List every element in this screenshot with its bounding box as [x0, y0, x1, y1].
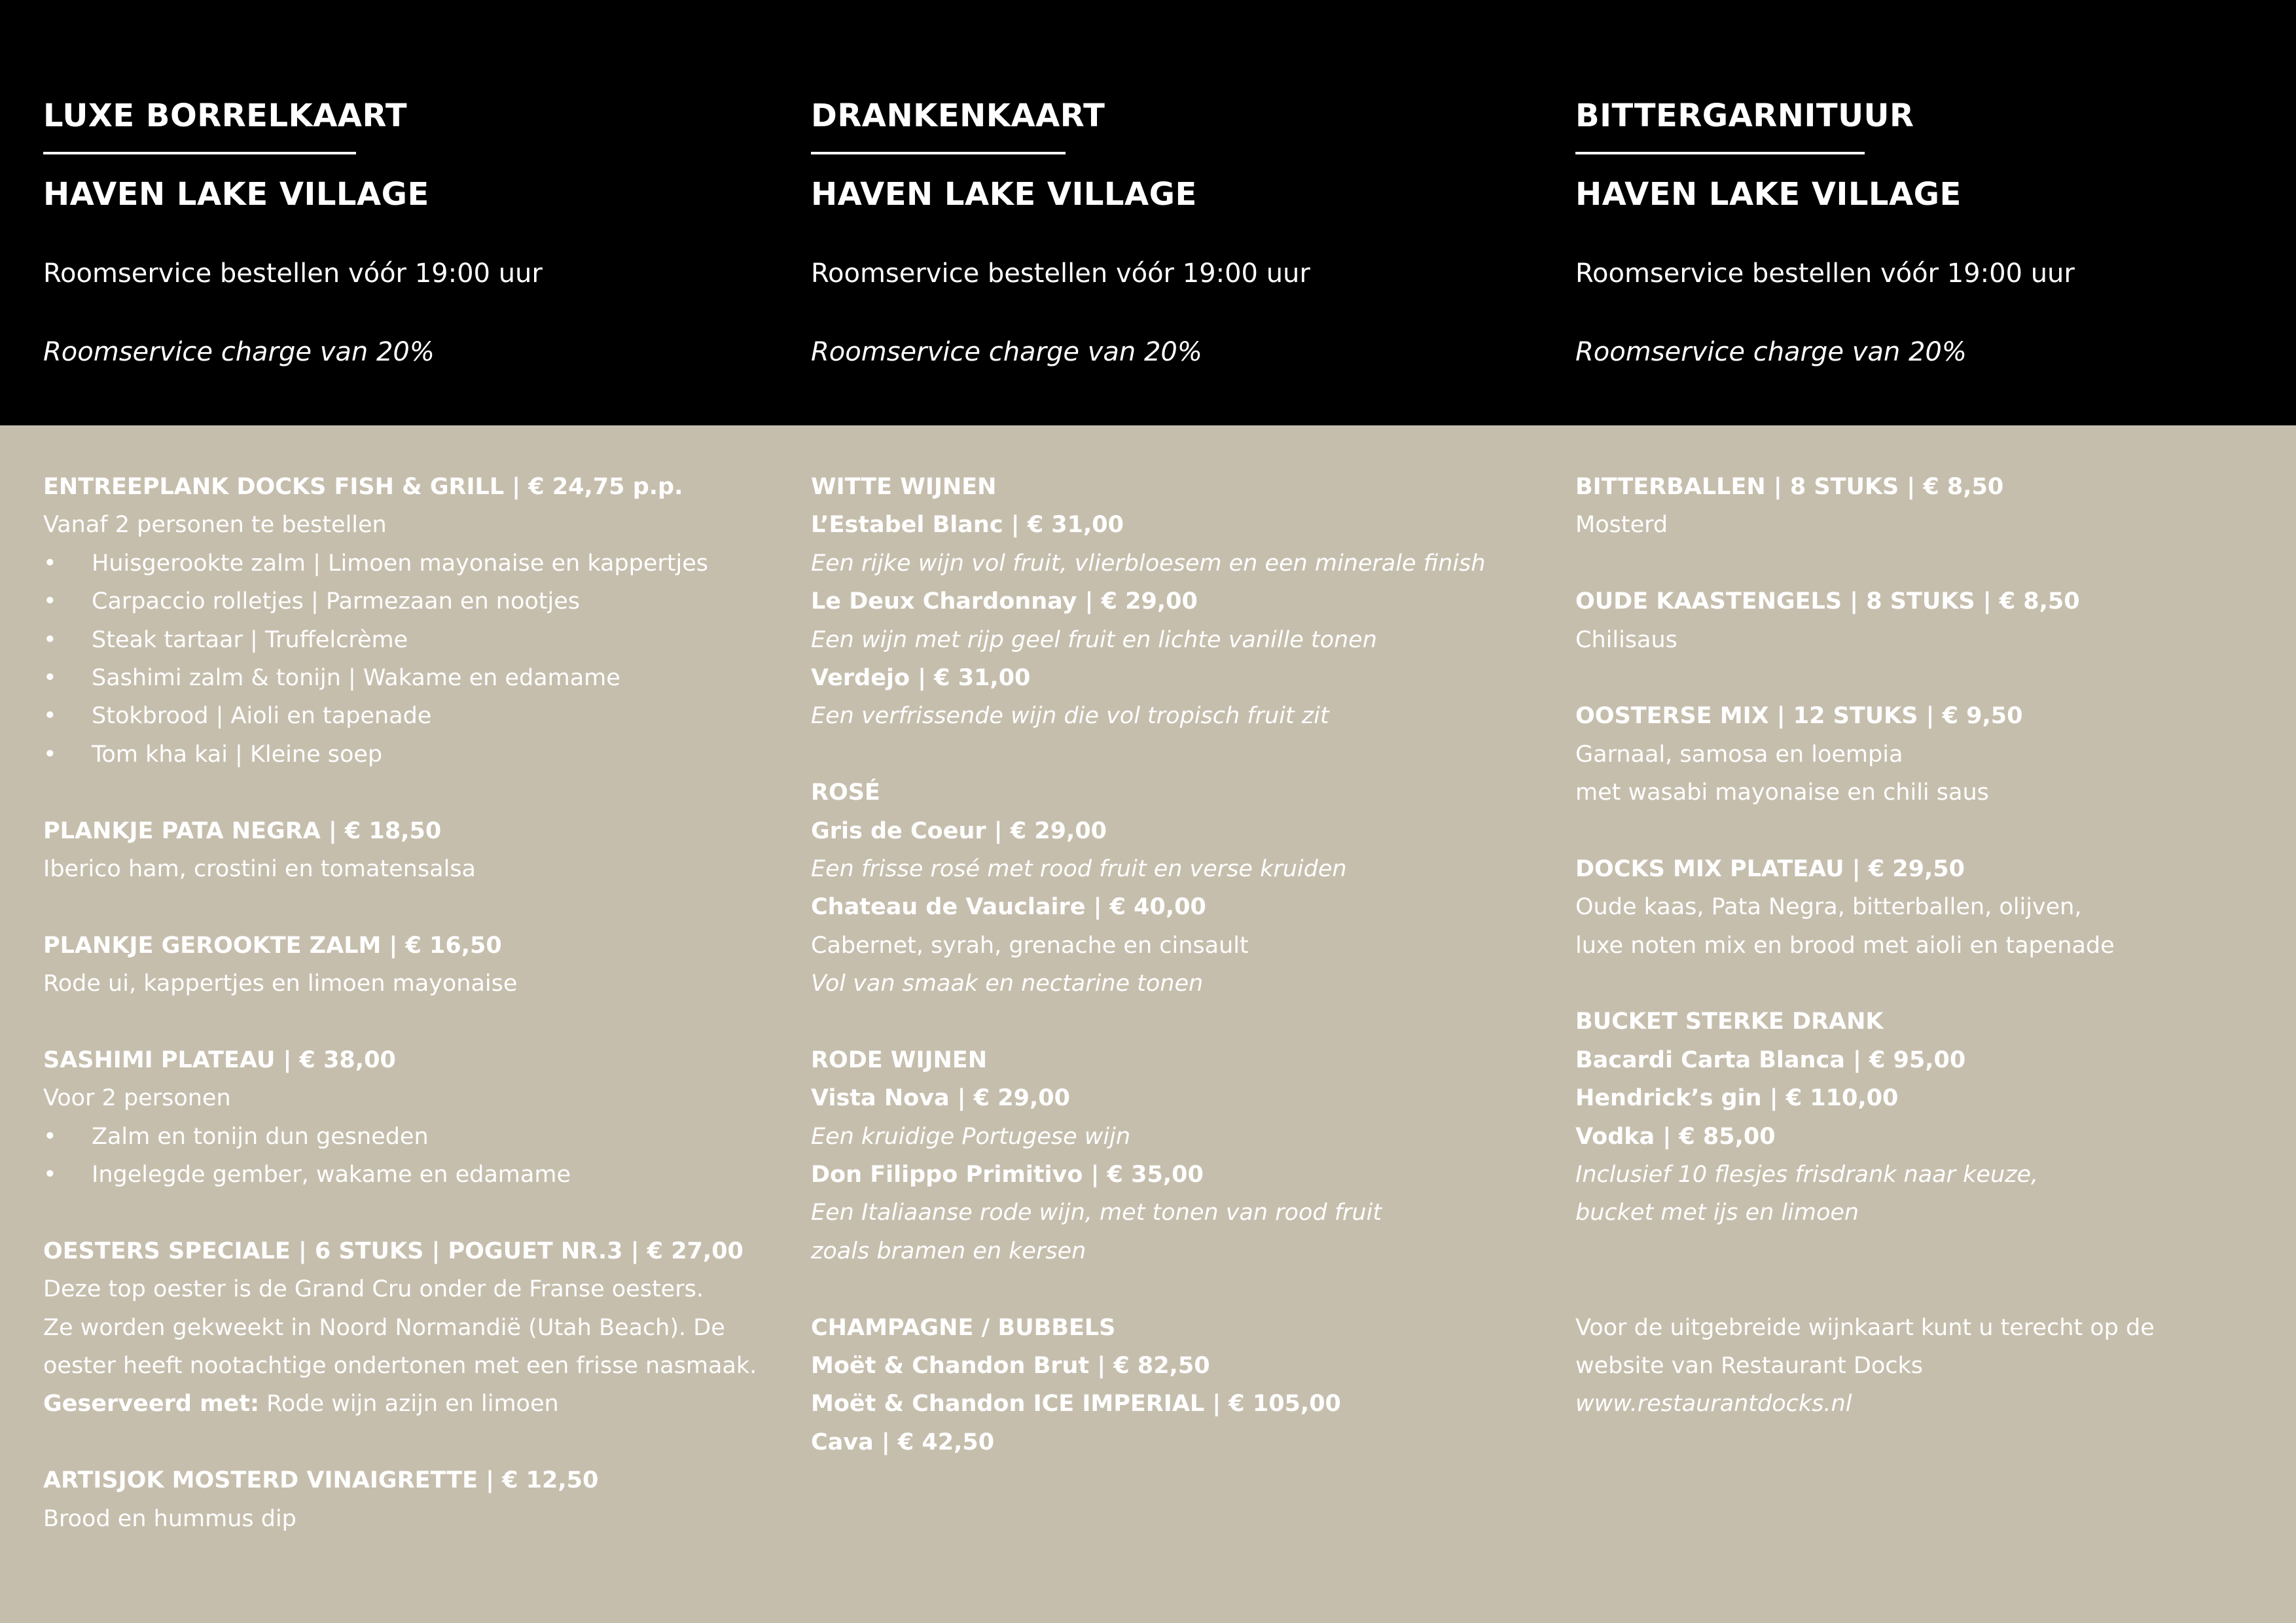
header-band: [0, 0, 2296, 425]
order-deadline-note: Roomservice bestellen vóór 19:00 uur: [811, 259, 1310, 289]
section-title-artisjok: ARTISJOK MOSTERD VINAIGRETTE | € 12,50: [43, 1467, 599, 1494]
section-title-bucket: BUCKET STERKE DRANK: [1575, 1008, 1884, 1035]
column-borrelkaart: [43, 468, 757, 1538]
wine-description: Een rijke wijn vol fruit, vlierbloesem en een minerale finish: [811, 550, 1486, 577]
section-title-oesters: OESTERS SPECIALE | 6 STUKS | POGUET NR.3 | € 27,00: [43, 1238, 744, 1264]
item-description: Brood en hummus dip: [43, 1505, 296, 1532]
item-description: Deze top oester is de Grand Cru onder de Franse oesters.: [43, 1276, 704, 1303]
drink-name: Hendrick’s gin | € 110,00: [1575, 1085, 1899, 1112]
section-title-rose: ROSÉ: [811, 779, 880, 806]
list-item: • Sashimi zalm & tonijn | Wakame en edamame: [43, 659, 757, 697]
title-underline: [1575, 152, 1865, 154]
section-title-kaastengels: OUDE KAASTENGELS | 8 STUKS | € 8,50: [1575, 588, 2080, 615]
title-underline: [43, 152, 356, 154]
location-subtitle: HAVEN LAKE VILLAGE: [811, 176, 1197, 213]
location-subtitle: HAVEN LAKE VILLAGE: [1575, 176, 1962, 213]
wine-description: zoals bramen en kersen: [811, 1238, 1086, 1264]
item-description: Chilisaus: [1575, 626, 1677, 653]
item-description: Garnaal, samosa en loempia: [1575, 741, 1903, 768]
wine-name: Don Filippo Primitivo | € 35,00: [811, 1162, 1204, 1188]
wine-name: Chateau de Vauclaire | € 40,00: [811, 894, 1206, 921]
list-item: • Tom kha kai | Kleine soep: [43, 736, 757, 774]
section-title-oosterse-mix: OOSTERSE MIX | 12 STUKS | € 9,50: [1575, 703, 2023, 730]
item-description: Mosterd: [1575, 512, 1668, 539]
menu-title: BITTERGARNITUUR: [1575, 98, 1914, 134]
wine-grapes: Cabernet, syrah, grenache en cinsault: [811, 932, 1249, 959]
wine-name: Vista Nova | € 29,00: [811, 1085, 1071, 1112]
item-description: bucket met ijs en limoen: [1575, 1200, 1859, 1226]
item-description: luxe noten mix en brood met aioli en tapenade: [1575, 932, 2115, 959]
section-title-bitterballen: BITTERBALLEN | 8 STUKS | € 8,50: [1575, 474, 2004, 500]
served-with-text: Rode wijn azijn en limoen: [259, 1391, 559, 1418]
column-drankenkaart: [811, 468, 1486, 1461]
order-deadline-note: Roomservice bestellen vóór 19:00 uur: [1575, 259, 2075, 289]
wine-name: Gris de Coeur | € 29,00: [811, 817, 1107, 844]
item-description: oester heeft nootachtige ondertonen met een frisse nasmaak.: [43, 1352, 757, 1379]
menu-title: DRANKENKAART: [811, 98, 1105, 134]
wine-name: L’Estabel Blanc | € 31,00: [811, 512, 1124, 539]
list-item: • Steak tartaar | Truffelcrème: [43, 621, 757, 659]
column-bittergarnituur: [1575, 468, 2155, 1423]
wine-description: Vol van smaak en nectarine tonen: [811, 971, 1204, 997]
item-description: Oude kaas, Pata Negra, bitterballen, olijven,: [1575, 894, 2082, 921]
item-description: Inclusief 10 flesjes frisdrank naar keuze,: [1575, 1162, 2039, 1188]
wine-name: Verdejo | € 31,00: [811, 664, 1031, 691]
section-title-witte-wijnen: WITTE WIJNEN: [811, 474, 997, 500]
wine-list-note: Voor de uitgebreide wijnkaart kunt u terecht op de: [1575, 1314, 2155, 1341]
served-with-line: [43, 1385, 757, 1423]
item-description: met wasabi mayonaise en chili saus: [1575, 779, 1989, 806]
wine-description: Een kruidige Portugese wijn: [811, 1123, 1131, 1150]
list-item: • Huisgerookte zalm | Limoen mayonaise en kappertjes: [43, 544, 757, 582]
section-title-docks-mix: DOCKS MIX PLATEAU | € 29,50: [1575, 855, 1965, 882]
section-note: Voor 2 personen: [43, 1085, 231, 1112]
section-title-pata-negra: PLANKJE PATA NEGRA | € 18,50: [43, 817, 442, 844]
section-title-gerookte-zalm: PLANKJE GEROOKTE ZALM | € 16,50: [43, 932, 502, 959]
item-description: Ze worden gekweekt in Noord Normandië (Utah Beach). De: [43, 1314, 725, 1341]
service-charge-note: Roomservice charge van 20%: [43, 337, 435, 367]
section-title-rode-wijnen: RODE WIJNEN: [811, 1046, 987, 1073]
list-item: • Ingelegde gember, wakame en edamame: [43, 1156, 757, 1194]
section-title-champagne: CHAMPAGNE / BUBBELS: [811, 1314, 1116, 1341]
drink-name: Bacardi Carta Blanca | € 95,00: [1575, 1046, 1966, 1073]
item-description: Rode ui, kappertjes en limoen mayonaise: [43, 971, 518, 997]
wine-description: Een Italiaanse rode wijn, met tonen van rood fruit: [811, 1200, 1382, 1226]
order-deadline-note: Roomservice bestellen vóór 19:00 uur: [43, 259, 543, 289]
service-charge-note: Roomservice charge van 20%: [1575, 337, 1967, 367]
wine-description: Een verfrissende wijn die vol tropisch fruit zit: [811, 703, 1329, 730]
list-item: • Stokbrood | Aioli en tapenade: [43, 697, 757, 735]
item-description: Iberico ham, crostini en tomatensalsa: [43, 855, 476, 882]
served-with-label: Geserveerd met:: [43, 1391, 260, 1418]
location-subtitle: HAVEN LAKE VILLAGE: [43, 176, 429, 213]
wine-name: Le Deux Chardonnay | € 29,00: [811, 588, 1198, 615]
list-item: • Carpaccio rolletjes | Parmezaan en nootjes: [43, 582, 757, 620]
wine-name: Moët & Chandon ICE IMPERIAL | € 105,00: [811, 1391, 1341, 1418]
wine-name: Cava | € 42,50: [811, 1429, 995, 1455]
menu-title: LUXE BORRELKAART: [43, 98, 408, 134]
drink-name: Vodka | € 85,00: [1575, 1123, 1776, 1150]
section-note: Vanaf 2 personen te bestellen: [43, 512, 387, 539]
title-underline: [811, 152, 1066, 154]
wine-description: Een frisse rosé met rood fruit en verse kruiden: [811, 855, 1347, 882]
website-link[interactable]: www.restaurantdocks.nl: [1575, 1391, 1852, 1418]
section-title-entreeplank: ENTREEPLANK DOCKS FISH & GRILL | € 24,75 p.p.: [43, 474, 683, 500]
wine-list-note: website van Restaurant Docks: [1575, 1353, 1924, 1379]
list-item: • Zalm en tonijn dun gesneden: [43, 1118, 757, 1156]
section-title-sashimi: SASHIMI PLATEAU | € 38,00: [43, 1046, 396, 1073]
wine-name: Moët & Chandon Brut | € 82,50: [811, 1352, 1210, 1379]
wine-description: Een wijn met rijp geel fruit en lichte vanille tonen: [811, 626, 1377, 653]
service-charge-note: Roomservice charge van 20%: [811, 337, 1202, 367]
